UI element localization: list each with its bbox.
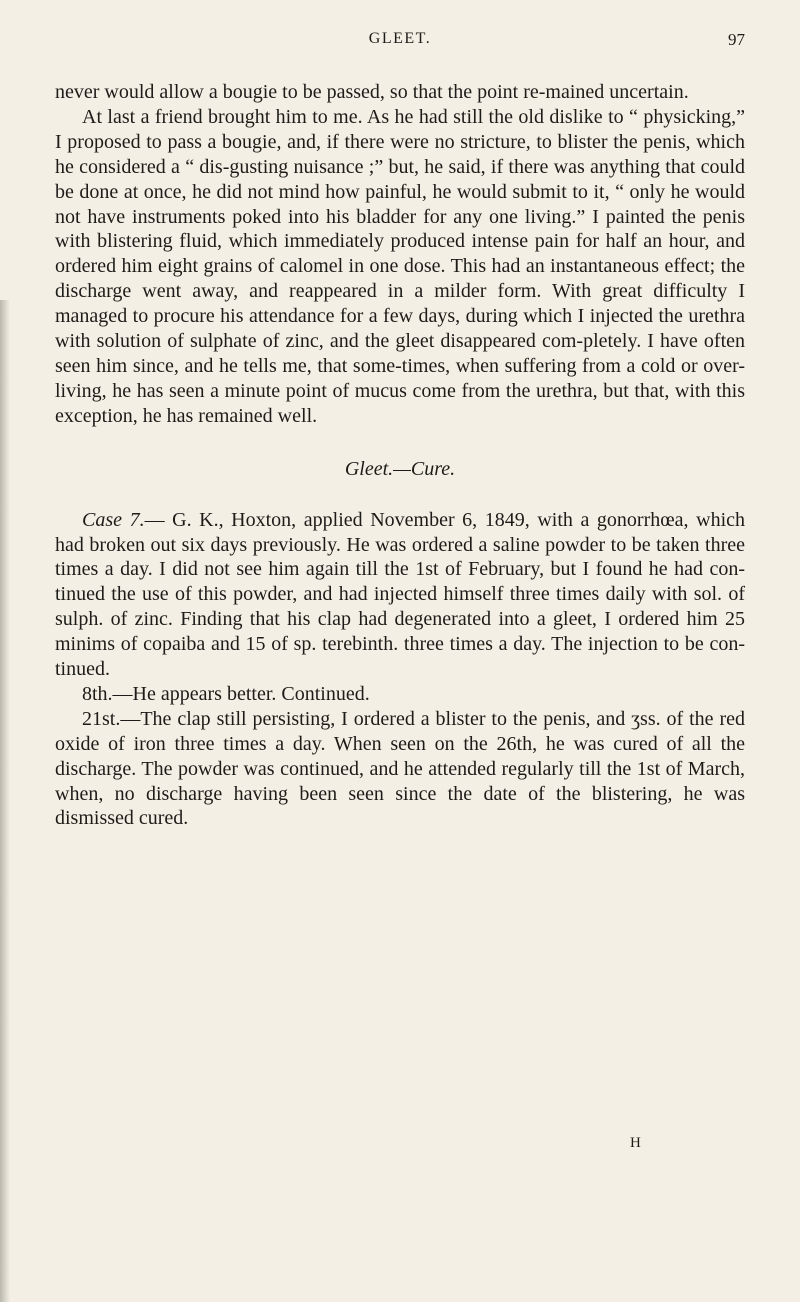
body-text <box>55 80 745 831</box>
paragraph-21st: 21st.—The clap still persisting, I ordered a blister to the penis, and ʒss. of the red oxide of iron three times a day. When seen on the 26th, he was cured of all the discharge. The powder was continued, and he attended regularly till the 1st of March, when, no discharge having been seen since the date of the blistering, he was dismissed cured. <box>55 707 745 830</box>
paragraph-case-7 <box>55 508 745 682</box>
page-number: 97 <box>728 30 745 49</box>
section-heading: Gleet.—Cure. <box>344 457 456 480</box>
page-binding-shadow <box>0 300 10 1302</box>
running-title: GLEET. <box>368 30 432 47</box>
signature-mark: H <box>630 1135 641 1151</box>
case-text: — G. K., Hoxton, applied November 6, 1849, with a gonorrhœa, which had broken out six days previously. He was ordered a saline powder to be taken three times a day. I did not see him again till the 1st of February, but I found he had con-tinued the use of this powder, and had injected himself three times daily with sol. of sulph. of zinc. Finding that his clap had degenerated into a gleet, I ordered him 25 minims of copaiba and 15 of sp. terebinth. three times a day. The injection to be con-tinued. <box>55 508 745 681</box>
running-head <box>55 30 745 54</box>
case-label: Case 7. <box>82 508 145 531</box>
paragraph-continuation: never would allow a bougie to be passed, so that the point re-mained uncertain. <box>55 81 689 103</box>
paragraph-8th: 8th.—He appears better. Continued. <box>82 682 370 705</box>
paragraph-friend-visit: At last a friend brought him to me. As he had still the old dislike to “ physicking,” I proposed to pass a bougie, and, if there were no stricture, to blister the penis, which he considered a “ dis-gusting nuisance ;” but, he said, if there was anything that could be done at once, he did not mind how painful, he would submit to it, “ only he would not have instruments poked into his bladder for any one living.” I painted the penis with blistering fluid, which immediately produced intense pain for half an hour, and ordered him eight grains of calomel in one dose. This had an instantaneous effect; the discharge went away, and reappeared in a milder form. With great difficulty I managed to procure his attendance for a few days, during which I injected the urethra with solution of sulphate of zinc, and the gleet disappeared com-pletely. I have often seen him since, and he tells me, that some-times, when suffering from a cold or over-living, he has seen a minute point of mucus come from the urethra, but that, with this exception, he has remained well. <box>55 105 745 427</box>
